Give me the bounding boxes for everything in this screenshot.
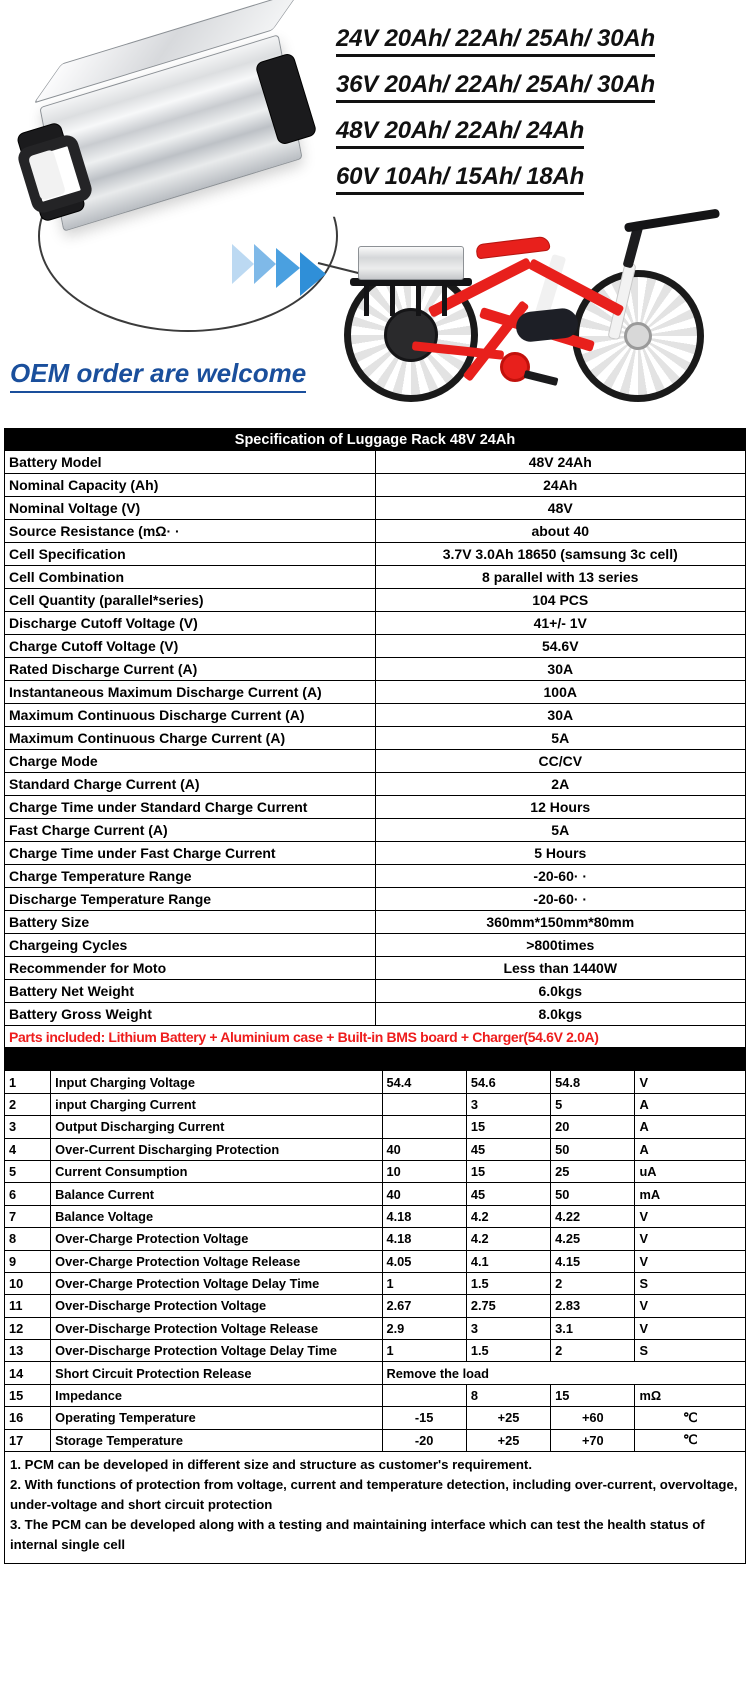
table-row	[5, 704, 746, 727]
voltage-option-3: 60V 10Ah/ 15Ah/ 18Ah	[336, 162, 584, 195]
chevron-icon	[300, 252, 326, 296]
cell-typ: 1.5	[466, 1340, 550, 1362]
parts-included-row	[5, 1026, 746, 1048]
table-row	[5, 635, 746, 658]
voltage-option-1: 36V 20Ah/ 22Ah/ 25Ah/ 30Ah	[336, 70, 655, 103]
spec-key: Recommender for Moto	[5, 957, 376, 980]
cell-unit: V	[635, 1071, 746, 1093]
cell-typ: 8	[466, 1384, 550, 1406]
cell-unit: S	[635, 1272, 746, 1294]
cell-item: Input Charging Voltage	[51, 1071, 382, 1093]
spec-key: Discharge Cutoff Voltage (V)	[5, 612, 376, 635]
cell-no: 17	[5, 1429, 51, 1451]
cell-no: 15	[5, 1384, 51, 1406]
pcm-header-row	[5, 1049, 746, 1071]
cell-item: Over-Charge Protection Voltage Delay Time	[51, 1272, 382, 1294]
cell-min	[382, 1384, 466, 1406]
cell-min: -15	[382, 1407, 466, 1429]
cell-min: 1	[382, 1340, 466, 1362]
table-row	[5, 957, 746, 980]
cell-max: 2	[551, 1272, 635, 1294]
column-header-max: Max.	[551, 1049, 635, 1071]
cell-item: Impedance	[51, 1384, 382, 1406]
column-header-unit: Unit	[635, 1049, 746, 1071]
spec-value: -20-60· ·	[375, 865, 746, 888]
table-row	[5, 612, 746, 635]
cell-max: 54.8	[551, 1071, 635, 1093]
cell-no: 4	[5, 1138, 51, 1160]
spec-value: about 40	[375, 520, 746, 543]
spec-key: Charge Time under Fast Charge Current	[5, 842, 376, 865]
column-header-no: No.	[5, 1049, 51, 1071]
cell-min: 10	[382, 1160, 466, 1182]
cell-typ: +25	[466, 1407, 550, 1429]
spec-key: Cell Combination	[5, 566, 376, 589]
table-row	[5, 1093, 746, 1115]
cell-typ: 4.1	[466, 1250, 550, 1272]
cell-no: 16	[5, 1407, 51, 1429]
cell-span-value: Remove the load	[382, 1362, 746, 1384]
table-row	[5, 1116, 746, 1138]
spec-key: Chargeing Cycles	[5, 934, 376, 957]
cell-item: Over-Current Discharging Protection	[51, 1138, 382, 1160]
cell-max: 2	[551, 1340, 635, 1362]
cell-item: Storage Temperature	[51, 1429, 382, 1451]
cell-unit: ℃	[635, 1429, 746, 1451]
cell-item: Over-Discharge Protection Voltage Release	[51, 1317, 382, 1339]
cell-typ: 4.2	[466, 1205, 550, 1227]
spec-key: Rated Discharge Current (A)	[5, 658, 376, 681]
spec-key: Battery Size	[5, 911, 376, 934]
voltage-options-list	[336, 24, 746, 208]
spec-value: CC/CV	[375, 750, 746, 773]
spec-value: 30A	[375, 658, 746, 681]
bike-saddle	[475, 236, 550, 260]
spec-value: 24Ah	[375, 474, 746, 497]
voltage-option-0: 24V 20Ah/ 22Ah/ 25Ah/ 30Ah	[336, 24, 655, 57]
note-3: 3. The PCM can be developed along with a testing and maintaining interface which can test the health status of internal single cell	[10, 1517, 705, 1553]
cell-unit: S	[635, 1340, 746, 1362]
cell-max: 3.1	[551, 1317, 635, 1339]
cell-no: 14	[5, 1362, 51, 1384]
cell-item: Over-Discharge Protection Voltage	[51, 1295, 382, 1317]
cell-no: 8	[5, 1228, 51, 1250]
table-row	[5, 819, 746, 842]
cell-max: 20	[551, 1116, 635, 1138]
cell-unit: A	[635, 1093, 746, 1115]
cell-unit: V	[635, 1295, 746, 1317]
table-row	[5, 980, 746, 1003]
cell-min: 2.9	[382, 1317, 466, 1339]
cell-typ: 4.2	[466, 1228, 550, 1250]
cell-unit: mA	[635, 1183, 746, 1205]
chevron-icon	[232, 244, 254, 284]
cell-max: 4.15	[551, 1250, 635, 1272]
parts-included-text: Parts included: Lithium Battery + Aluminium case + Built-in BMS board + Charger(54.6V 2.0A)	[5, 1026, 746, 1048]
spec-value: -20-60· ·	[375, 888, 746, 911]
spec-key: Cell Specification	[5, 543, 376, 566]
footer-notes	[5, 1452, 746, 1564]
cell-max: 50	[551, 1183, 635, 1205]
spec-value: 8.0kgs	[375, 1003, 746, 1026]
cell-min: 2.67	[382, 1295, 466, 1317]
chevron-icon	[254, 244, 276, 284]
cell-item: Output Discharging Current	[51, 1116, 382, 1138]
table-row	[5, 1429, 746, 1451]
cell-item: Operating Temperature	[51, 1407, 382, 1429]
spec-key: Fast Charge Current (A)	[5, 819, 376, 842]
cell-unit: V	[635, 1205, 746, 1227]
cell-min: 4.18	[382, 1228, 466, 1250]
cell-item: Over-Charge Protection Voltage	[51, 1228, 382, 1250]
cell-no: 3	[5, 1116, 51, 1138]
table-row	[5, 451, 746, 474]
spec-value: Less than 1440W	[375, 957, 746, 980]
hero-section	[0, 0, 750, 428]
cell-no: 7	[5, 1205, 51, 1227]
table-row	[5, 750, 746, 773]
spec-value: >800times	[375, 934, 746, 957]
spec-key: Discharge Temperature Range	[5, 888, 376, 911]
table-row	[5, 520, 746, 543]
hub-motor	[384, 308, 438, 362]
spec-key: Standard Charge Current (A)	[5, 773, 376, 796]
cell-item: Over-Discharge Protection Voltage Delay Time	[51, 1340, 382, 1362]
cell-min	[382, 1093, 466, 1115]
spec-key: Source Resistance (mΩ· ·	[5, 520, 376, 543]
table-row	[5, 1407, 746, 1429]
table-row	[5, 1183, 746, 1205]
electric-bike-photo	[328, 196, 748, 424]
spec-key: Nominal Voltage (V)	[5, 497, 376, 520]
oem-note: OEM order are welcome	[10, 358, 306, 393]
spec-value: 12 Hours	[375, 796, 746, 819]
table-row	[5, 1138, 746, 1160]
cell-typ: 15	[466, 1116, 550, 1138]
cell-unit: V	[635, 1250, 746, 1272]
specification-table-title: Specification of Luggage Rack 48V 24Ah	[5, 429, 746, 451]
table-row	[5, 842, 746, 865]
cell-unit: ℃	[635, 1407, 746, 1429]
cell-typ: 1.5	[466, 1272, 550, 1294]
spec-key: Maximum Continuous Discharge Current (A)	[5, 704, 376, 727]
table-row-short-circuit	[5, 1362, 746, 1384]
cell-max: +60	[551, 1407, 635, 1429]
table-row	[5, 1003, 746, 1026]
cell-no: 6	[5, 1183, 51, 1205]
cell-typ: +25	[466, 1429, 550, 1451]
note-2: 2. With functions of protection from voltage, current and temperature detection, including over-current, overvoltage, under-voltage and short circuit protection	[10, 1477, 738, 1513]
specification-table	[4, 428, 746, 1048]
cell-max: 2.83	[551, 1295, 635, 1317]
spec-value: 360mm*150mm*80mm	[375, 911, 746, 934]
cell-typ: 54.6	[466, 1071, 550, 1093]
cell-unit: A	[635, 1116, 746, 1138]
spec-value: 48V	[375, 497, 746, 520]
spec-value: 48V 24Ah	[375, 451, 746, 474]
spec-value: 2A	[375, 773, 746, 796]
table-row	[5, 727, 746, 750]
cell-no: 2	[5, 1093, 51, 1115]
cell-typ: 45	[466, 1138, 550, 1160]
spec-key: Charge Mode	[5, 750, 376, 773]
pcm-test-table-body	[5, 1049, 746, 1564]
specification-table-body	[5, 429, 746, 1048]
cell-max: 50	[551, 1138, 635, 1160]
cell-min: 40	[382, 1138, 466, 1160]
column-header-min: Min.	[382, 1049, 466, 1071]
spec-value: 8 parallel with 13 series	[375, 566, 746, 589]
cell-unit: A	[635, 1138, 746, 1160]
voltage-option-2: 48V 20Ah/ 22Ah/ 24Ah	[336, 116, 584, 149]
footer-notes-row	[5, 1452, 746, 1564]
cell-min: 54.4	[382, 1071, 466, 1093]
spec-value: 30A	[375, 704, 746, 727]
cell-no: 10	[5, 1272, 51, 1294]
table-row	[5, 658, 746, 681]
spec-value: 41+/- 1V	[375, 612, 746, 635]
spec-value: 6.0kgs	[375, 980, 746, 1003]
table-row	[5, 1317, 746, 1339]
column-header-typ: Typ.	[466, 1049, 550, 1071]
table-row	[5, 497, 746, 520]
table-row	[5, 1071, 746, 1093]
rack-leg	[364, 286, 369, 316]
rack-leg	[416, 286, 421, 316]
table-row	[5, 1228, 746, 1250]
cell-no: 13	[5, 1340, 51, 1362]
cell-item: Balance Current	[51, 1183, 382, 1205]
table-row	[5, 796, 746, 819]
spec-key: Charge Time under Standard Charge Current	[5, 796, 376, 819]
cell-min: 40	[382, 1183, 466, 1205]
cell-min: -20	[382, 1429, 466, 1451]
cell-unit: V	[635, 1317, 746, 1339]
table-row	[5, 566, 746, 589]
spec-key: Instantaneous Maximum Discharge Current (A)	[5, 681, 376, 704]
column-header-item: Test Item	[51, 1049, 382, 1071]
cell-typ: 3	[466, 1093, 550, 1115]
spec-value: 5A	[375, 819, 746, 842]
cell-min: 1	[382, 1272, 466, 1294]
battery-pack-photo	[18, 48, 318, 278]
cell-no: 11	[5, 1295, 51, 1317]
spec-value: 100A	[375, 681, 746, 704]
table-row	[5, 773, 746, 796]
spec-value: 54.6V	[375, 635, 746, 658]
cell-min: 4.18	[382, 1205, 466, 1227]
table-row	[5, 865, 746, 888]
spec-value: 5A	[375, 727, 746, 750]
cell-max: 5	[551, 1093, 635, 1115]
spec-key: Battery Model	[5, 451, 376, 474]
handlebar	[624, 209, 720, 233]
cell-max: 25	[551, 1160, 635, 1182]
table-row	[5, 681, 746, 704]
front-hub	[624, 322, 652, 350]
spec-value: 104 PCS	[375, 589, 746, 612]
table-row	[5, 1295, 746, 1317]
cell-no: 12	[5, 1317, 51, 1339]
table-row	[5, 911, 746, 934]
cell-no: 5	[5, 1160, 51, 1182]
table-row	[5, 888, 746, 911]
spec-value: 3.7V 3.0Ah 18650 (samsung 3c cell)	[375, 543, 746, 566]
spec-key: Charge Cutoff Voltage (V)	[5, 635, 376, 658]
table-row	[5, 1205, 746, 1227]
table-row	[5, 1272, 746, 1294]
table-row	[5, 1384, 746, 1406]
pedal	[524, 370, 559, 386]
cell-max: 15	[551, 1384, 635, 1406]
chevron-icon	[276, 248, 300, 288]
mounted-battery	[358, 246, 464, 280]
spec-key: Nominal Capacity (Ah)	[5, 474, 376, 497]
cell-unit: V	[635, 1228, 746, 1250]
cell-typ: 3	[466, 1317, 550, 1339]
cell-min: 4.05	[382, 1250, 466, 1272]
table-row	[5, 543, 746, 566]
spec-key: Maximum Continuous Charge Current (A)	[5, 727, 376, 750]
cell-typ: 45	[466, 1183, 550, 1205]
cell-unit: uA	[635, 1160, 746, 1182]
rack-leg	[442, 286, 447, 316]
spec-key: Battery Gross Weight	[5, 1003, 376, 1026]
spec-key: Battery Net Weight	[5, 980, 376, 1003]
table-row	[5, 589, 746, 612]
cell-item: Current Consumption	[51, 1160, 382, 1182]
table-row	[5, 1250, 746, 1272]
spec-key: Cell Quantity (parallel*series)	[5, 589, 376, 612]
table-row	[5, 934, 746, 957]
cell-min	[382, 1116, 466, 1138]
cell-item: Balance Voltage	[51, 1205, 382, 1227]
rack-leg	[390, 286, 395, 316]
table-row	[5, 1340, 746, 1362]
cell-unit: mΩ	[635, 1384, 746, 1406]
cell-item: Over-Charge Protection Voltage Release	[51, 1250, 382, 1272]
cell-typ: 15	[466, 1160, 550, 1182]
cell-max: 4.22	[551, 1205, 635, 1227]
cell-item: input Charging Current	[51, 1093, 382, 1115]
spec-key: Charge Temperature Range	[5, 865, 376, 888]
cell-typ: 2.75	[466, 1295, 550, 1317]
cell-no: 1	[5, 1071, 51, 1093]
cell-item: Short Circuit Protection Release	[51, 1362, 382, 1384]
specification-table-title-row	[5, 429, 746, 451]
cell-max: 4.25	[551, 1228, 635, 1250]
table-row	[5, 474, 746, 497]
cell-max: +70	[551, 1429, 635, 1451]
table-row	[5, 1160, 746, 1182]
spec-value: 5 Hours	[375, 842, 746, 865]
cell-no: 9	[5, 1250, 51, 1272]
note-1: 1. PCM can be developed in different size and structure as customer's requirement.	[10, 1457, 532, 1473]
pcm-test-table	[4, 1048, 746, 1564]
